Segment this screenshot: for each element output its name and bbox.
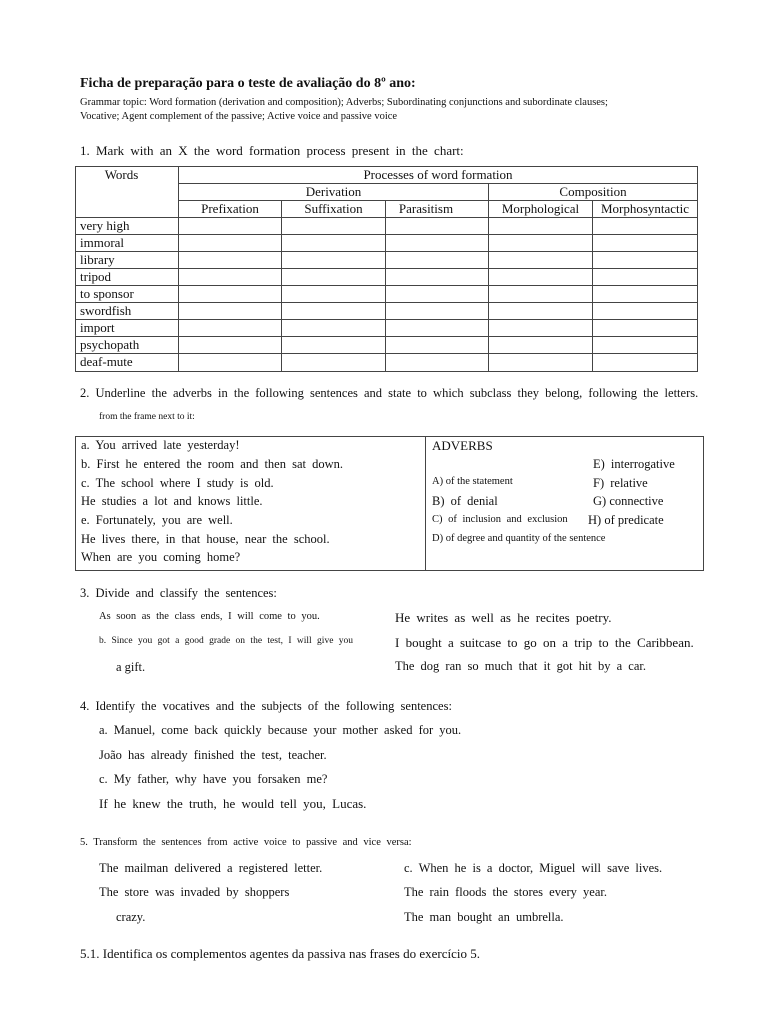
ex3-sentence-right: The dog ran so much that it got hit by a car. (395, 659, 647, 673)
subheader-prefixation: Prefixation (201, 201, 259, 216)
ex5-sentence-right: c. When he is a doctor, Miguel will save lives. (404, 861, 663, 875)
ex2-sentence: a. You arrived late yesterday! (81, 438, 240, 452)
derivation-header: Derivation (305, 184, 362, 199)
adverb-subclass-c: C) of inclusion and exclusion (432, 514, 568, 525)
ex2-sentence: c. The school where I study is old. (81, 476, 274, 490)
ex5-sentence-right: The rain floods the stores every year. (404, 885, 608, 899)
subheader-suffixation: Suffixation (304, 201, 363, 216)
ex3-sentence-right: He writes as well as he recites poetry. (395, 610, 612, 625)
subheader-morphological: Morphological (501, 201, 580, 216)
table-row: library (80, 252, 115, 267)
topic-line-1: Grammar topic: Word formation (derivation and composition); Adverbs; Subordinating conjunctions and subordinate clauses; (80, 97, 608, 108)
adverbs-frame (75, 436, 704, 571)
ex4-sentence: c. My father, why have you forsaken me? (99, 772, 328, 786)
ex1-instruction: 1. Mark with an X the word formation process present in the chart: (80, 143, 464, 158)
table-row: tripod (80, 269, 112, 284)
adverb-subclass-a: A) of the statement (432, 476, 513, 487)
topic-line-2: Vocative; Agent complement of the passive; Active voice and passive voice (80, 111, 398, 122)
ex5-sentence-left: crazy. (116, 910, 146, 924)
ex2-sentence: When are you coming home? (81, 550, 241, 564)
ex3-sentence-left: a gift. (116, 660, 146, 674)
adverb-subclass-b: B) of denial (432, 494, 498, 508)
composition-header: Composition (559, 184, 627, 199)
subheader-parasitism: Parasitism (398, 201, 454, 216)
col-words-header: Words (104, 167, 139, 182)
ex3-instruction: 3. Divide and classify the sentences: (80, 586, 277, 600)
table-row: psychopath (80, 337, 140, 352)
table-row: import (80, 320, 115, 335)
ex5-sentence-left: The store was invaded by shoppers (99, 885, 290, 899)
ex3-sentence-right: I bought a suitcase to go on a trip to the Caribbean. (395, 635, 694, 650)
ex51-instruction: 5.1. Identifica os complementos agentes da passiva nas frases do exercício 5. (80, 946, 480, 961)
ex4-sentence: If he knew the truth, he would tell you, Lucas. (99, 796, 367, 811)
table-row: deaf-mute (80, 354, 133, 369)
ex4-instruction: 4. Identify the vocatives and the subjects of the following sentences: (80, 699, 452, 713)
ex5-sentence-left: The mailman delivered a registered letter. (99, 861, 323, 875)
ex4-sentence: João has already finished the test, teacher. (99, 748, 327, 762)
table-row: to sponsor (80, 286, 134, 301)
adverbs-title: ADVERBS (432, 438, 493, 453)
subheader-morphosyntactic: Morphosyntactic (600, 201, 690, 216)
adverb-subclass-d: D) of degree and quantity of the sentence (432, 533, 606, 544)
adverb-subclass-f: F) relative (593, 476, 648, 490)
adverb-subclass-g: G) connective (593, 494, 664, 508)
ex3-sentence-left: As soon as the class ends, I will come to you. (99, 611, 320, 622)
ex2-sentence: e. Fortunately, you are well. (81, 513, 233, 527)
adverb-subclass-e: E) interrogative (593, 457, 675, 471)
adverb-subclass-h: H) of predicate (588, 513, 664, 527)
table-row: very high (80, 218, 130, 233)
ex2-sentence: He studies a lot and knows little. (81, 494, 263, 508)
page-title: Ficha de preparação para o teste de avaliação do 8º ano: (80, 76, 416, 91)
ex2-sentence: He lives there, in that house, near the school. (81, 532, 330, 546)
ex5-sentence-right: The man bought an umbrella. (404, 910, 564, 924)
ex2-sentence: b. First he entered the room and then sat down. (81, 457, 344, 471)
ex5-instruction: 5. Transform the sentences from active voice to passive and vice versa: (80, 837, 412, 848)
processes-header: Processes of word formation (363, 167, 513, 182)
ex2-instruction-line-2: from the frame next to it: (99, 412, 195, 422)
ex2-instruction-line-1: 2. Underline the adverbs in the following sentences and state to which subclass they belong, following the letters. (80, 386, 699, 400)
ex3-sentence-left: b. Since you got a good grade on the test, I will give you (99, 636, 354, 646)
word-formation-table (75, 166, 698, 372)
table-row: immoral (80, 235, 125, 250)
table-row: swordfish (80, 303, 132, 318)
ex4-sentence: a. Manuel, come back quickly because your mother asked for you. (99, 723, 462, 737)
